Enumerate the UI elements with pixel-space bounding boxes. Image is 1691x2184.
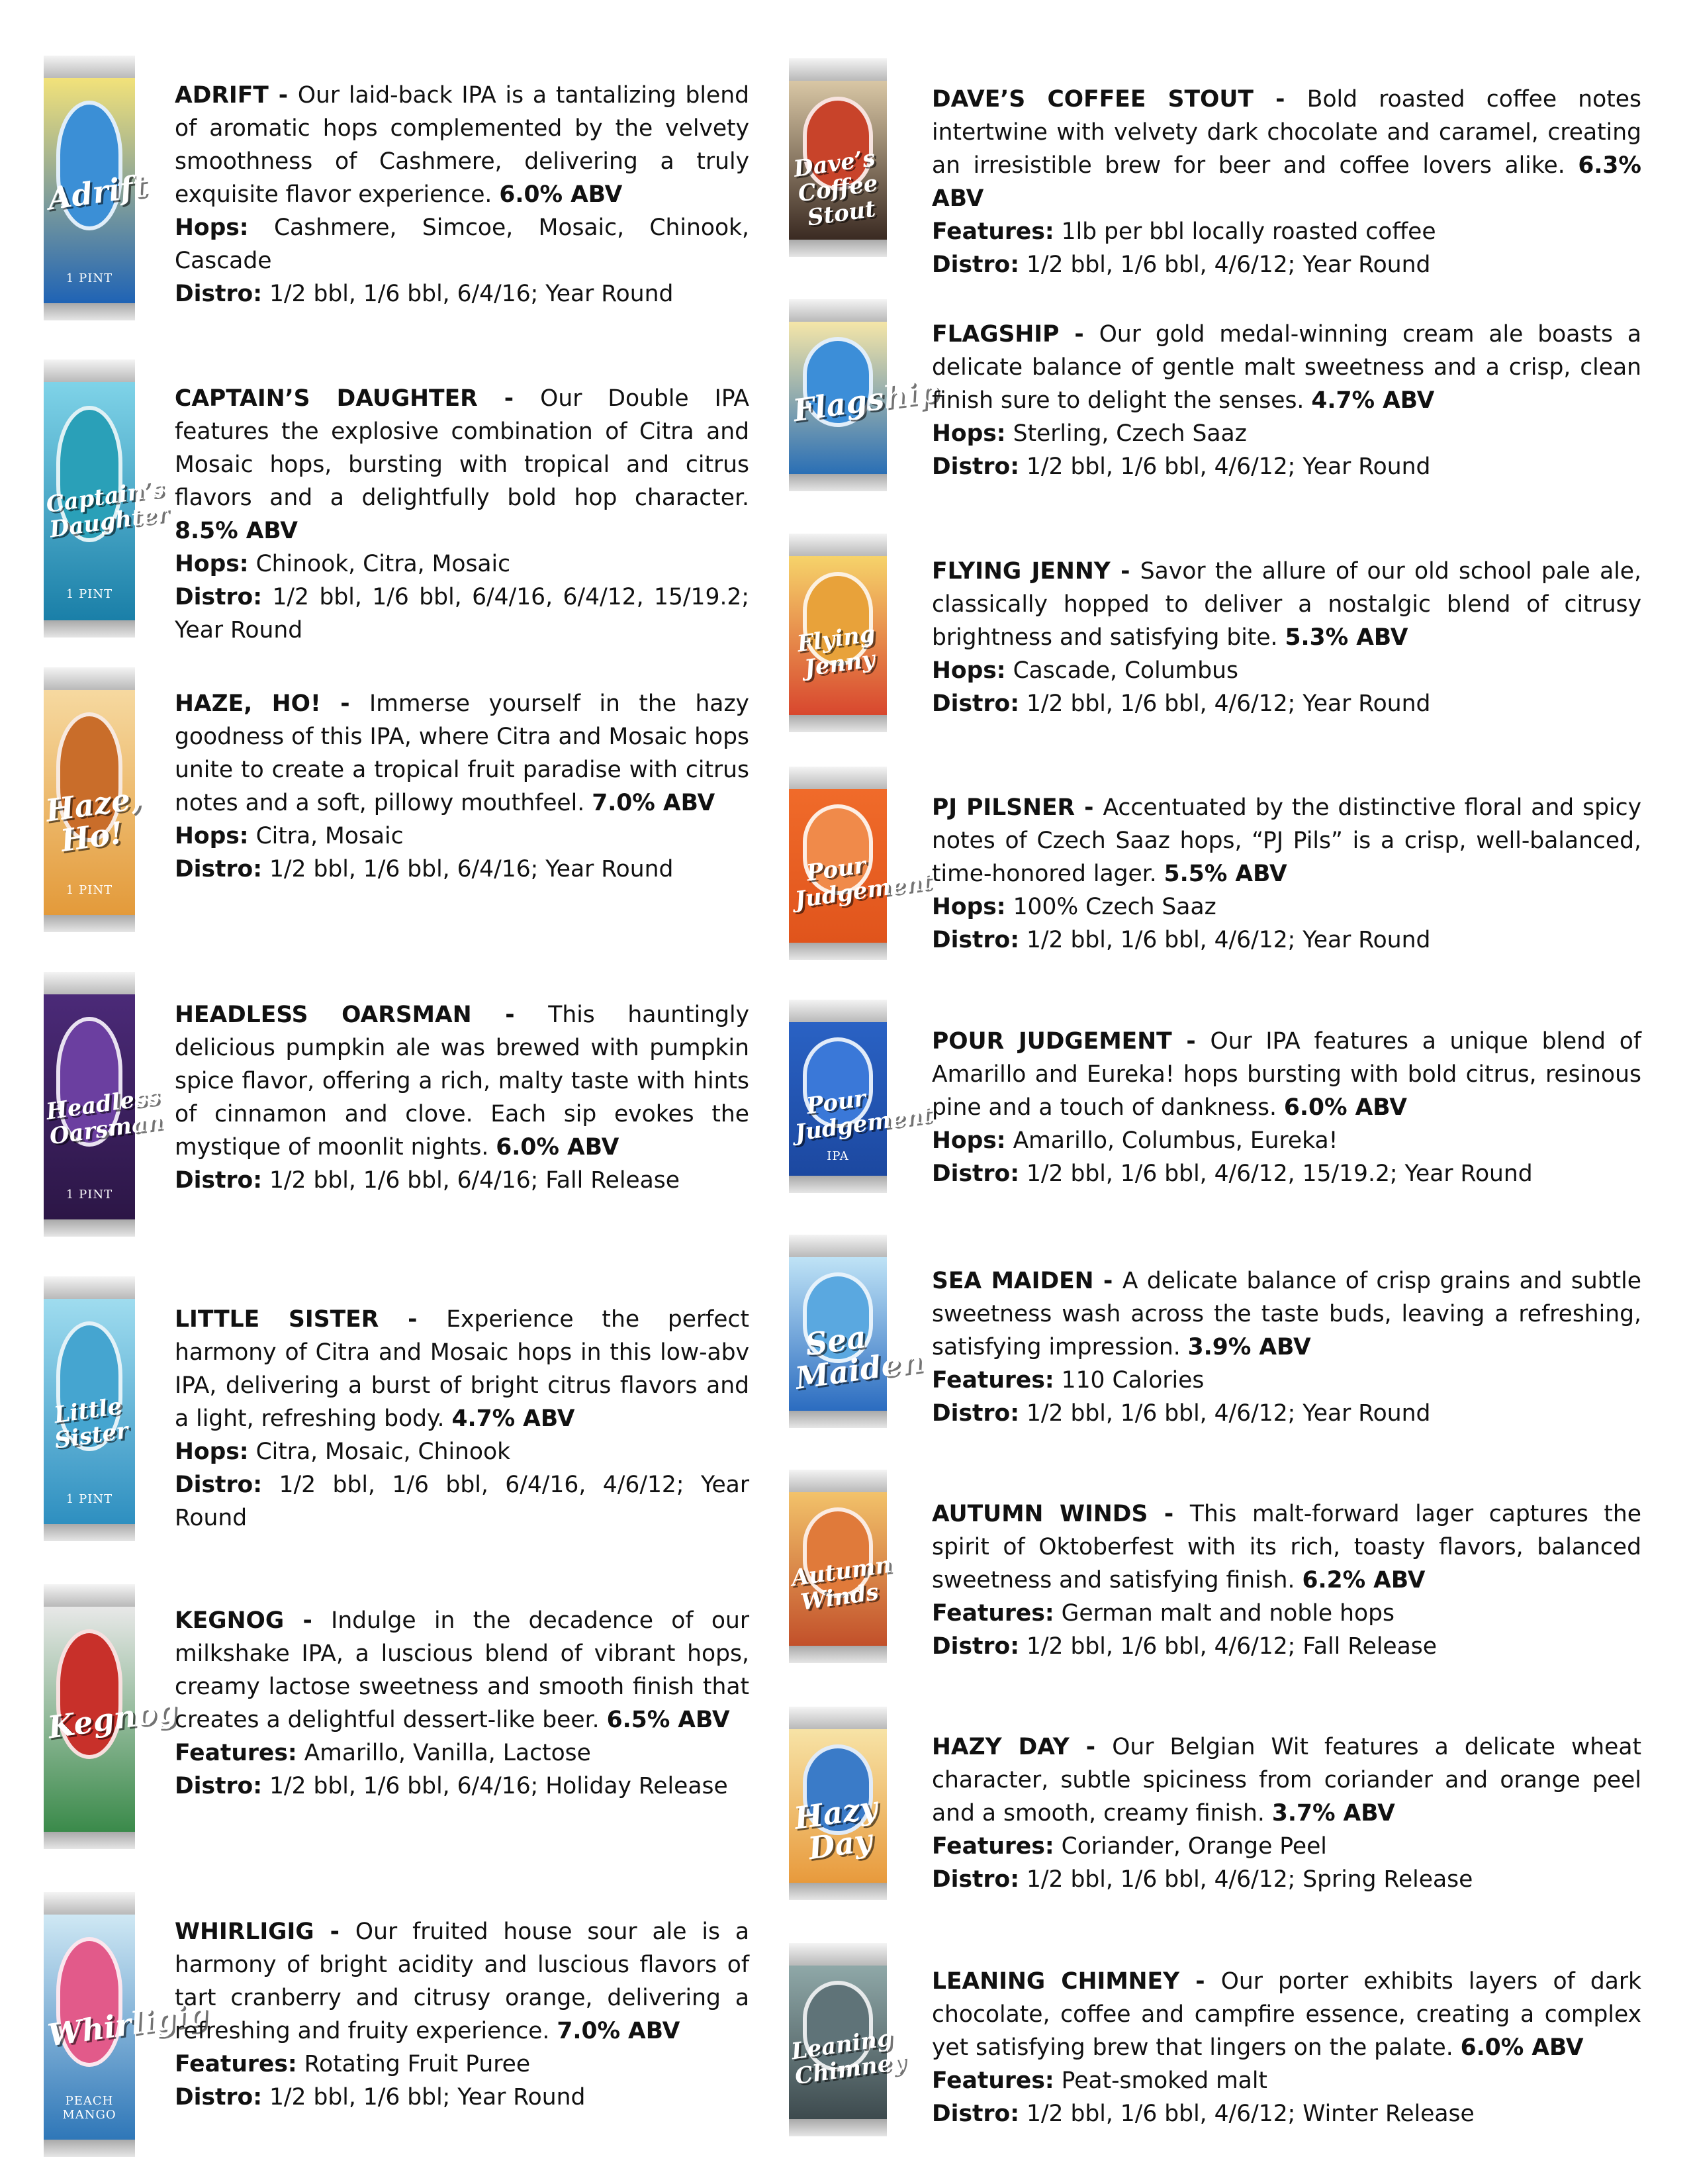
can-foot-text: 1 PINT [66,1492,113,1506]
can-logo-text: Sea Maiden [793,1319,925,1397]
can-logo-text: Autumn Winds [790,1551,893,1616]
can-rim-bottom [44,1219,135,1237]
beer-abv: 8.5% ABV [175,518,298,544]
detail-label: Distro: [932,1161,1020,1187]
beer-description-text: Our Double IPA features the explosive combination of Citra and Mosaic hops, bursting with tropical and citrus flavors and a delightfully bold hop character. [175,385,750,511]
beer-detail-line [175,1736,749,1770]
can-rim-top [789,1235,887,1257]
detail-label: Hops: [175,551,249,577]
beer-abv: 5.3% ABV [1285,624,1408,651]
detail-value: Rotating Fruit Puree [304,2051,531,2077]
can-rim-top [789,534,887,556]
beer-can-image [789,534,887,732]
detail-value: 1/2 bbl, 1/6 bbl, 6/4/16, 4/6/12; Year Round [175,1472,750,1531]
beer-detail-line [932,248,1641,281]
can-rim-bottom [789,715,887,732]
beer-description: KEGNOG - Indulge in the decadence of our milkshake IPA, a luscious blend of vibrant hops, creamy lactose sweetness and smooth finish that creates a delightful dessert-like beer. 6.5% ABV [175,1607,750,1733]
can-body [44,1915,210,2140]
beer-can-image [789,767,934,960]
beer-name: SEA MAIDEN [932,1268,1094,1294]
beer-detail-line [932,924,1641,957]
detail-label: Distro: [932,690,1020,717]
detail-value: 1/2 bbl, 1/6 bbl; Year Round [269,2084,586,2111]
can-logo-text: Pour Judgement [793,852,934,914]
beer-can-image [44,359,169,638]
beer-detail-line [932,1830,1641,1863]
can-rim-top [789,1707,887,1729]
can-rim-top [789,299,887,322]
can-body [789,1022,934,1176]
beer-name: KEGNOG [175,1607,285,1634]
beer-detail-line [175,1770,749,1803]
can-rim-bottom [789,1176,887,1193]
can-logo-text: Dave’s Coffee Stout [792,144,880,232]
beer-description-block [175,1915,749,2114]
detail-value: Citra, Mosaic, Chinook [255,1439,511,1465]
can-rim-bottom [44,620,135,638]
beer-detail-line [175,581,749,647]
can-rim-top [789,58,887,81]
beer-detail-line [932,417,1641,450]
can-body [789,1257,925,1411]
beer-can-image [789,1707,887,1900]
beer-description-text: Our gold medal-winning cream ale boasts a delicate balance of gentle malt sweetness and a crisp, clean finish sure to delight the senses. [932,321,1642,414]
beer-abv: 6.2% ABV [1302,1567,1426,1593]
beer-description-block [932,1731,1641,1896]
can-logo-text: Leaning Chimney [790,2024,907,2091]
beer-description-block [175,998,749,1197]
beer-abv: 6.3% ABV [932,152,1641,212]
detail-label: Distro: [932,252,1020,278]
detail-label: Features: [932,1600,1054,1627]
detail-value: 1/2 bbl, 1/6 bbl, 4/6/12; Spring Release [1026,1866,1473,1893]
detail-value: Coriander, Orange Peel [1061,1833,1327,1860]
beer-description-block [932,555,1641,720]
beer-description-block [175,1604,749,1803]
can-logo-text: Adrift [45,167,150,217]
beer-detail-line [932,450,1641,483]
beer-detail-line [932,687,1641,720]
detail-label: Distro: [175,856,263,882]
can-body [789,789,934,943]
beer-detail-line [932,654,1641,687]
beer-description-text: Savor the allure of our old school pale ale, classically hopped to deliver a nostalgic blend of citrusy brightness and satisfying bite. [932,558,1642,651]
detail-label: Features: [932,2067,1054,2094]
beer-description: FLYING JENNY - Savor the allure of our old school pale ale, classically hopped to deliver a nostalgic blend of citrusy brightness and satisfying bite. 5.3% ABV [932,558,1642,651]
beer-description: DAVE’S COFFEE STOUT - Bold roasted coffee notes intertwine with velvety dark chocolate and caramel, creating an irresistible brew for beer and coffee lovers alike. 6.3% ABV [932,86,1641,212]
can-logo-text: Captain’s Daughter [44,475,169,544]
can-body [44,382,169,620]
can-rim-bottom [44,1524,135,1541]
beer-description-text: A delicate balance of crisp grains and subtle sweetness wash across the taste buds, leaving a refreshing, satisfying impression. [932,1268,1641,1360]
beer-description-block [175,1303,749,1535]
detail-label: Distro: [175,1167,263,1194]
beer-description-text: Indulge in the decadence of our milkshake IPA, a luscious blend of vibrant hops, creamy lactose sweetness and smooth finish that creates a delightful dessert-like beer. [175,1607,750,1733]
detail-value: Cashmere, Simcoe, Mosaic, Chinook, Cascade [175,214,749,274]
can-rim-bottom [789,240,887,257]
can-logo-text: Haze, Ho! [43,779,143,859]
beer-description-text: Bold roasted coffee notes intertwine with velvety dark chocolate and caramel, creating an irresistible brew for beer and coffee lovers alike. [932,86,1641,179]
beer-detail-line [175,1164,749,1197]
can-logo-text: Flagship [790,373,941,429]
detail-value: 1/2 bbl, 1/6 bbl, 6/4/16; Holiday Release [269,1773,728,1799]
can-body [43,690,143,915]
detail-value: Chinook, Citra, Mosaic [255,551,511,577]
beer-abv: 7.0% ABV [592,790,715,816]
beer-detail-line [175,1435,749,1468]
beer-description: LEANING CHIMNEY - Our porter exhibits layers of dark chocolate, coffee and campfire essence, creating a complex yet satisfying brew that lingers on the palate. 6.0% ABV [932,1968,1642,2061]
beer-description-text: Experience the perfect harmony of Citra and Mosaic hops in this low-abv IPA, delivering a burst of bright citrus flavors and a light, refreshing body. [175,1306,750,1432]
detail-label: Features: [175,2051,297,2077]
detail-label: Distro: [932,2101,1020,2127]
beer-detail-line [932,1397,1641,1430]
beer-abv: 3.7% ABV [1271,1800,1395,1827]
detail-label: Features: [932,1367,1054,1394]
beer-description: HEADLESS OARSMAN - This hauntingly delicious pumpkin ale was brewed with pumpkin spice flavor, offering a rich, malty taste with hints of cinnamon and clove. Each sip evokes the mystique of moonlit nights. 6.0% ABV [175,1002,749,1161]
detail-value: 1/2 bbl, 1/6 bbl, 4/6/12; Year Round [1026,927,1431,953]
beer-description: WHIRLIGIG - Our fruited house sour ale is a harmony of bright acidity and luscious flavors of tart cranberry and citrusy orange, delivering a refreshing and fruity experience. 7.0% ABV [175,1919,750,2044]
can-foot-text: 1 PINT [66,882,113,897]
beer-description-text: Our laid-back IPA is a tantalizing blend of aromatic hops complemented by the velvety smoothness of Cashmere, delivering a truly exquisite flavor experience. [175,82,749,208]
beer-detail-line [932,1597,1641,1630]
detail-label: Hops: [175,1439,249,1465]
beer-description-block [932,791,1641,957]
beer-name: CAPTAIN’S DAUGHTER [175,385,478,412]
beer-detail-line [932,1630,1641,1663]
beer-description-text: This hauntingly delicious pumpkin ale was brewed with pumpkin spice flavor, offering a rich, malty taste with hints of cinnamon and clove. Each sip evokes the mystique of moonlit nights. [175,1002,749,1161]
beer-description: ADRIFT - Our laid-back IPA is a tantalizing blend of aromatic hops complemented by the velvety smoothness of Cashmere, delivering a truly exquisite flavor experience. 6.0% ABV [175,82,749,208]
detail-value: Cascade, Columbus [1013,657,1238,684]
detail-value: Peat-smoked malt [1061,2067,1267,2094]
beer-abv: 6.0% ABV [1283,1094,1407,1121]
beer-description-text: Our IPA features a unique blend of Amarillo and Eureka! hops bursting with bold citrus, resinous pine and a touch of dankness. [932,1028,1642,1121]
can-rim-bottom [789,474,887,491]
can-rim-top [789,1943,887,1966]
can-rim-bottom [789,943,887,960]
detail-value: 1/2 bbl, 1/6 bbl, 4/6/12; Year Round [1026,453,1431,480]
can-rim-top [44,972,135,994]
beer-abv: 7.0% ABV [557,2018,680,2044]
beer-abv: 4.7% ABV [1311,387,1435,414]
beer-description-block [932,1497,1641,1663]
beer-name: HAZE, HO! [175,690,321,717]
beer-description-block [175,382,749,647]
can-rim-bottom [44,915,135,932]
beer-name: FLYING JENNY [932,558,1111,585]
detail-value: 1/2 bbl, 1/6 bbl, 6/4/16; Year Round [269,856,674,882]
beer-abv: 6.0% ABV [499,181,623,208]
beer-description-block [175,687,749,886]
can-foot-text: 1 PINT [66,587,113,602]
beer-description: HAZE, HO! - Immerse yourself in the hazy goodness of this IPA, where Citra and Mosaic hops unite to create a tropical fruit paradise with citrus notes and a soft, pillowy mouthfeel. 7.0% ABV [175,690,749,816]
beer-detail-line [175,547,749,581]
beer-description-block [932,1965,1641,2130]
beer-description-text: This malt-forward lager captures the spirit of Oktoberfest with its rich, toasty flavors, balanced sweetness and satisfying finish. [932,1501,1642,1593]
beer-name: POUR JUDGEMENT [932,1028,1172,1055]
can-body [789,81,887,240]
beer-can-image [789,1470,893,1663]
can-rim-bottom [44,2140,135,2157]
beer-detail-line [932,2097,1641,2130]
detail-value: 1/2 bbl, 1/6 bbl, 4/6/12, 15/19.2; Year Round [1026,1161,1533,1187]
detail-label: Distro: [175,2084,263,2111]
can-body [789,556,887,715]
beer-detail-line [932,1124,1641,1157]
beer-detail-line [175,2081,749,2114]
beer-description: SEA MAIDEN - A delicate balance of crisp grains and subtle sweetness wash across the taste buds, leaving a refreshing, satisfying impression. 3.9% ABV [932,1268,1641,1360]
beer-can-image [789,58,887,257]
can-rim-bottom [44,303,135,320]
can-logo-text: Headless Oarsman [44,1082,164,1151]
beer-description: FLAGSHIP - Our gold medal-winning cream ale boasts a delicate balance of gentle malt sweetness and a crisp, clean finish sure to delight the senses. 4.7% ABV [932,321,1642,414]
beer-description-block [932,318,1641,483]
detail-label: Distro: [932,1400,1020,1427]
beer-description: PJ PILSNER - Accentuated by the distinctive floral and spicy notes of Czech Saaz hops, “PJ Pils” is a crisp, well-balanced, time-honored lager. 5.5% ABV [932,794,1642,887]
can-logo-text: Whirligig [45,1995,210,2054]
detail-label: Distro: [175,584,263,610]
beer-abv: 4.7% ABV [451,1405,575,1432]
beer-name: AUTUMN WINDS [932,1501,1148,1527]
beer-detail-line [175,211,749,277]
beer-detail-line [932,1157,1641,1190]
can-body [789,1966,907,2119]
beer-can-image [44,1892,210,2157]
beer-abv: 3.9% ABV [1187,1334,1311,1360]
beer-can-image [789,1235,925,1428]
beer-description-block [932,83,1641,281]
detail-value: Citra, Mosaic [255,823,404,849]
beer-detail-line [175,2048,749,2081]
beer-description-text: Immerse yourself in the hazy goodness of this IPA, where Citra and Mosaic hops unite to create a tropical fruit paradise with citrus notes and a soft, pillowy mouthfeel. [175,690,749,816]
beer-abv: 6.0% ABV [496,1134,619,1161]
beer-can-image [789,299,941,491]
detail-value: 1/2 bbl, 1/6 bbl, 4/6/12; Year Round [1026,252,1431,278]
detail-label: Hops: [932,657,1006,684]
beer-detail-line [932,890,1641,924]
can-rim-top [789,1470,887,1492]
beer-name: ADRIFT [175,82,269,109]
detail-label: Hops: [932,420,1006,447]
beer-detail-line [932,1364,1641,1397]
beer-can-image [43,667,143,932]
beer-can-image [44,1276,135,1541]
detail-value: Amarillo, Columbus, Eureka! [1013,1127,1338,1154]
detail-value: 100% Czech Saaz [1013,894,1216,920]
beer-detail-line [175,820,749,853]
detail-label: Distro: [932,453,1020,480]
detail-label: Distro: [932,1633,1020,1660]
can-rim-bottom [789,1646,887,1663]
beer-can-image [789,1000,934,1193]
can-rim-top [44,1892,135,1915]
can-body [44,1299,135,1524]
beer-name: HEADLESS OARSMAN [175,1002,472,1028]
detail-value: 1/2 bbl, 1/6 bbl, 4/6/12; Year Round [1026,690,1431,717]
beer-description: CAPTAIN’S DAUGHTER - Our Double IPA features the explosive combination of Citra and Mosaic hops, bursting with tropical and citrus flavors and a delightfully bold hop character. 8.5% ABV [175,385,750,544]
can-rim-top [44,1276,135,1299]
beer-name: HAZY DAY [932,1734,1070,1760]
detail-value: 110 Calories [1061,1367,1205,1394]
can-rim-bottom [789,1883,887,1900]
can-foot-text: 1 PINT [66,1187,113,1202]
can-rim-top [44,359,135,382]
detail-label: Features: [175,1740,297,1766]
detail-label: Features: [932,218,1054,245]
beer-can-image [44,972,164,1237]
detail-value: Sterling, Czech Saaz [1013,420,1247,447]
beer-description: POUR JUDGEMENT - Our IPA features a unique blend of Amarillo and Eureka! hops bursting with bold citrus, resinous pine and a touch of dankness. 6.0% ABV [932,1028,1642,1121]
can-rim-top [44,1584,135,1607]
detail-label: Features: [932,1833,1054,1860]
can-foot-text: 1 PINT [66,271,113,285]
beer-description-block [175,79,749,310]
detail-value: 1/2 bbl, 1/6 bbl, 6/4/16; Fall Release [269,1167,680,1194]
can-rim-bottom [44,1832,135,1849]
beer-description-text: Accentuated by the distinctive floral and spicy notes of Czech Saaz hops, “PJ Pils” is a crisp, well-balanced, time-honored lager. [932,794,1642,887]
detail-label: Distro: [175,1773,263,1799]
detail-value: Amarillo, Vanilla, Lactose [304,1740,591,1766]
can-body [44,1607,179,1832]
beer-description-text: Our Belgian Wit features a delicate wheat character, subtle spiciness from coriander and orange peel and a smooth, creamy finish. [932,1734,1642,1827]
can-logo-text: Pour Judgement [793,1085,934,1147]
beer-abv: 6.0% ABV [1460,2034,1584,2061]
detail-label: Distro: [932,927,1020,953]
can-rim-top [44,667,135,690]
can-body [789,1729,887,1883]
detail-label: Hops: [175,214,249,241]
beer-name: FLAGSHIP [932,321,1060,348]
can-logo-text: Little Sister [52,1392,130,1454]
beer-description: AUTUMN WINDS - This malt-forward lager captures the spirit of Oktoberfest with its rich, toasty flavors, balanced sweetness and satisfying finish. 6.2% ABV [932,1501,1642,1593]
detail-value: 1/2 bbl, 1/6 bbl, 6/4/16; Year Round [269,281,674,307]
detail-label: Hops: [932,1127,1006,1154]
detail-label: Distro: [932,1866,1020,1893]
detail-value: 1/2 bbl, 1/6 bbl, 4/6/12; Winter Release [1026,2101,1475,2127]
can-logo-text: Kegnog [45,1691,179,1746]
detail-label: Distro: [175,281,263,307]
detail-value: 1lb per bbl locally roasted coffee [1061,218,1436,245]
can-body [789,1492,893,1646]
can-rim-bottom [789,1411,887,1428]
detail-value: 1/2 bbl, 1/6 bbl, 4/6/12; Fall Release [1026,1633,1437,1660]
can-rim-top [789,1000,887,1022]
beer-abv: 5.5% ABV [1164,861,1287,887]
can-logo-text: Hazy Day [792,1789,880,1867]
can-rim-top [789,767,887,789]
beer-description-block [932,1264,1641,1430]
detail-value: German malt and noble hops [1061,1600,1394,1627]
beer-detail-line [932,2064,1641,2097]
beer-detail-line [932,215,1641,248]
beer-description-text: Our fruited house sour ale is a harmony of bright acidity and luscious flavors of tart cranberry and citrusy orange, delivering a refreshing and fruity experience. [175,1919,750,2044]
detail-value: 1/2 bbl, 1/6 bbl, 4/6/12; Year Round [1026,1400,1431,1427]
can-rim-bottom [789,2119,887,2136]
beer-detail-line [175,277,749,310]
beer-can-image [789,1943,907,2136]
can-body [44,78,150,303]
beer-can-image [44,56,150,320]
can-logo-text: Flying Jenny [796,620,877,682]
detail-value: 1/2 bbl, 1/6 bbl, 6/4/16, 6/4/12, 15/19.2; Year Round [175,584,749,643]
beer-detail-line [932,1863,1641,1896]
beer-name: LEANING CHIMNEY [932,1968,1180,1995]
can-foot-text: IPA [827,1149,849,1164]
can-body [44,994,164,1219]
beer-name: LITTLE SISTER [175,1306,379,1333]
detail-label: Hops: [175,823,249,849]
detail-label: Hops: [932,894,1006,920]
beer-name: PJ PILSNER [932,794,1075,821]
beer-description: LITTLE SISTER - Experience the perfect harmony of Citra and Mosaic hops in this low-abv IPA, delivering a burst of bright citrus flavors and a light, refreshing body. 4.7% ABV [175,1306,750,1432]
can-foot-text: PEACH MANGO [62,2093,116,2122]
can-body [789,322,941,474]
beer-detail-line [175,1468,749,1535]
beer-abv: 6.5% ABV [606,1707,730,1733]
beer-name: DAVE’S COFFEE STOUT [932,86,1254,113]
beer-detail-line [175,853,749,886]
beer-description: HAZY DAY - Our Belgian Wit features a delicate wheat character, subtle spiciness from coriander and orange peel and a smooth, creamy finish. 3.7% ABV [932,1734,1642,1827]
can-rim-top [44,56,135,78]
beer-can-image [44,1584,179,1849]
beer-name: WHIRLIGIG [175,1919,314,1945]
detail-label: Distro: [175,1472,263,1498]
beer-description-text: Our porter exhibits layers of dark chocolate, coffee and campfire essence, creating a complex yet satisfying brew that lingers on the palate. [932,1968,1642,2061]
beer-description-block [932,1025,1641,1190]
